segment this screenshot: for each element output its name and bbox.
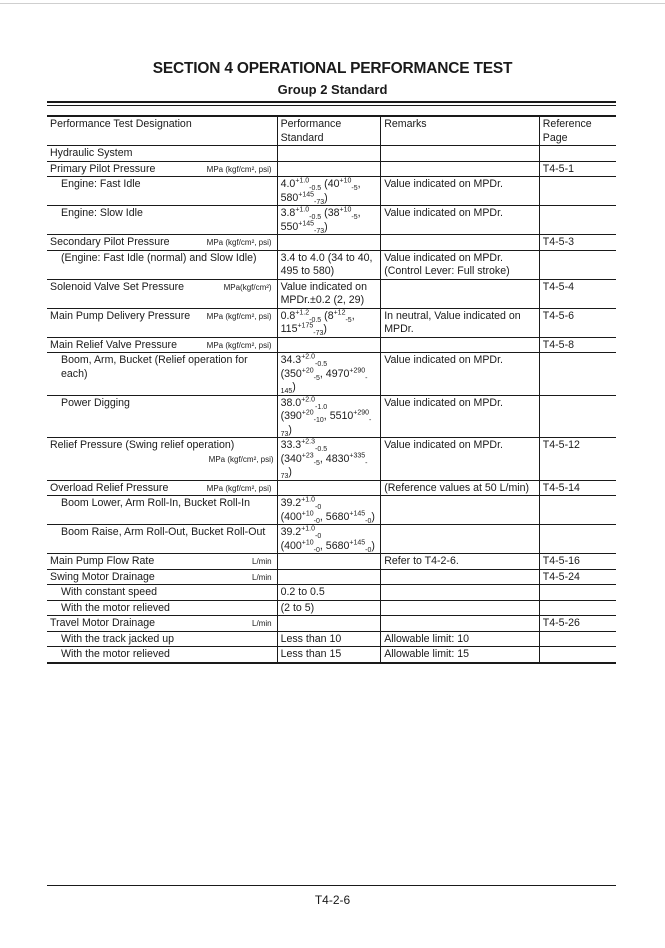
standard-cell: $34.3^{+2.0}_{-0.5}$ ($350^{+20}_{-5}$, $4970^{+290}_{-145}$) bbox=[277, 353, 381, 396]
table-row bbox=[47, 496, 616, 525]
value: 38 bbox=[327, 207, 340, 219]
remarks-cell bbox=[381, 525, 540, 554]
unit-label: MPa (kgf/cm², psi) bbox=[206, 311, 272, 321]
designation bbox=[61, 633, 274, 647]
value: 39.2 bbox=[280, 497, 302, 509]
lower-tolerance: -0.5 bbox=[315, 361, 328, 369]
table-row bbox=[47, 206, 616, 235]
designation bbox=[50, 163, 274, 177]
lower-tolerance: -5 bbox=[313, 459, 320, 467]
footer-rule bbox=[47, 885, 616, 886]
lower-tolerance: -5 bbox=[313, 374, 320, 382]
lower-tolerance: -0.5 bbox=[309, 185, 322, 193]
unit-label: MPa (kgf/cm², psi) bbox=[206, 238, 272, 247]
lower-tolerance: -0 bbox=[313, 517, 320, 525]
designation bbox=[61, 526, 274, 540]
value: 390 bbox=[284, 410, 302, 422]
value: 400 bbox=[284, 539, 302, 552]
reference-page-cell bbox=[539, 647, 616, 663]
upper-tolerance: +1.0 bbox=[301, 525, 316, 533]
reference-page-cell: T4-5-4 bbox=[539, 279, 616, 308]
lower-tolerance: -0.5 bbox=[309, 316, 322, 324]
upper-tolerance: +145 bbox=[349, 509, 366, 517]
remarks-cell bbox=[381, 616, 540, 632]
designation-text: With constant speed bbox=[61, 586, 157, 598]
value: 5510 bbox=[329, 410, 354, 422]
reference-page-cell: T4-5-8 bbox=[539, 337, 616, 353]
designation-cell bbox=[47, 353, 277, 396]
upper-tolerance: +2.3 bbox=[301, 438, 316, 446]
standard-cell: Less than 15 bbox=[277, 647, 381, 663]
upper-tolerance: +290 bbox=[353, 409, 370, 417]
upper-tolerance: +145 bbox=[298, 219, 315, 227]
designation-cell bbox=[47, 554, 277, 570]
reference-page-cell bbox=[539, 631, 616, 647]
designation bbox=[50, 147, 274, 161]
designation-text: Swing Motor Drainage bbox=[50, 570, 155, 583]
table-row bbox=[47, 161, 616, 177]
table-row bbox=[47, 235, 616, 251]
designation-cell bbox=[47, 250, 277, 279]
value: 4.0 bbox=[280, 178, 296, 190]
standard-cell bbox=[277, 480, 381, 496]
upper-tolerance: +10 bbox=[339, 206, 352, 214]
designation bbox=[61, 497, 274, 511]
lower-tolerance: -0.5 bbox=[309, 214, 322, 222]
designation-text: Overload Relief Pressure bbox=[50, 481, 169, 494]
table-row bbox=[47, 337, 616, 353]
reference-page-cell bbox=[539, 206, 616, 235]
designation-cell bbox=[47, 235, 277, 251]
upper-tolerance: +145 bbox=[298, 190, 315, 198]
upper-tolerance: +1.0 bbox=[295, 177, 310, 185]
designation bbox=[61, 252, 274, 266]
lower-tolerance: -5 bbox=[345, 316, 352, 324]
designation-cell bbox=[47, 631, 277, 647]
section-title: SECTION 4 OPERATIONAL PERFORMANCE TEST bbox=[152, 60, 513, 77]
standard-cell: $33.3^{+2.3}_{-0.5}$ ($340^{+23}_{-5}$, $4830^{+335}_{-73}$) bbox=[277, 438, 381, 481]
lower-tolerance: -73 bbox=[314, 227, 325, 235]
designation bbox=[50, 236, 274, 250]
designation bbox=[61, 207, 274, 221]
remarks-cell: Value indicated on MPDr. bbox=[381, 438, 540, 481]
value: 350 bbox=[284, 367, 302, 380]
standard-cell: $3.8^{+1.0}_{-0.5}$ ($38^{+10}_{-5}$, $550^{+145}_{-73}$) bbox=[277, 206, 381, 235]
standard-cell bbox=[277, 569, 381, 585]
standard-cell bbox=[277, 337, 381, 353]
top-border-line bbox=[0, 3, 665, 4]
lower-tolerance: -1.0 bbox=[315, 403, 328, 411]
table-body bbox=[47, 116, 616, 663]
designation-cell bbox=[47, 569, 277, 585]
designation-cell bbox=[47, 647, 277, 663]
value: 550 bbox=[280, 220, 299, 233]
designation bbox=[50, 571, 274, 585]
remarks-cell bbox=[381, 337, 540, 353]
standard-cell: 3.4 to 4.0 (34 to 40, 495 to 580) bbox=[277, 250, 381, 279]
designation-text: (Engine: Fast Idle (normal) and Slow Idle) bbox=[61, 251, 257, 264]
standard-cell bbox=[277, 235, 381, 251]
value: 3.8 bbox=[280, 207, 296, 219]
designation-cell bbox=[47, 525, 277, 554]
table-row bbox=[47, 438, 616, 481]
designation bbox=[61, 397, 274, 411]
designation-text: Solenoid Valve Set Pressure bbox=[50, 280, 185, 293]
standard-cell: $39.2^{+1.0}_{-0}$ ($400^{+10}_{-0}$, $5680^{+145}_{-0}$) bbox=[277, 496, 381, 525]
designation bbox=[61, 648, 274, 662]
designation-cell bbox=[47, 161, 277, 177]
table-header-row bbox=[47, 116, 616, 146]
value: 8 bbox=[327, 309, 334, 322]
column-header-standard: Performance Standard bbox=[277, 116, 381, 146]
unit-label: MPa (kgf/cm², psi) bbox=[206, 483, 272, 493]
standard-cell bbox=[277, 554, 381, 570]
designation-text: Main Pump Delivery Pressure bbox=[50, 309, 191, 322]
table-row bbox=[47, 146, 616, 162]
designation-cell bbox=[47, 496, 277, 525]
standard-cell: Less than 10 bbox=[277, 631, 381, 647]
column-header-designation: Performance Test Designation bbox=[47, 116, 277, 146]
designation bbox=[50, 310, 274, 324]
designation-text: Secondary Pilot Pressure bbox=[50, 236, 170, 248]
unit-label: L/min bbox=[252, 557, 272, 566]
table-row bbox=[47, 177, 616, 206]
upper-tolerance: +1.2 bbox=[295, 308, 310, 316]
reference-page-cell bbox=[539, 250, 616, 279]
upper-tolerance: +175 bbox=[297, 322, 314, 330]
lower-tolerance: -0 bbox=[365, 517, 372, 525]
designation-text: Boom Lower, Arm Roll-In, Bucket Roll-In bbox=[61, 497, 250, 509]
remarks-cell bbox=[381, 496, 540, 525]
upper-tolerance: +290 bbox=[349, 366, 366, 374]
designation-cell bbox=[47, 438, 277, 481]
remarks-cell: Value indicated on MPDr. bbox=[381, 177, 540, 206]
reference-page-cell bbox=[539, 496, 616, 525]
standard-cell: 0.2 to 0.5 bbox=[277, 585, 381, 601]
designation bbox=[61, 178, 274, 192]
value: 39.2 bbox=[280, 526, 302, 538]
reference-page-cell: T4-5-16 bbox=[539, 554, 616, 570]
table-row bbox=[47, 647, 616, 663]
upper-tolerance: +10 bbox=[339, 177, 352, 185]
table-row bbox=[47, 308, 616, 337]
column-header-reference: Reference Page bbox=[539, 116, 616, 146]
reference-page-cell: T4-5-3 bbox=[539, 235, 616, 251]
lower-tolerance: -73 bbox=[314, 198, 325, 206]
upper-tolerance: +20 bbox=[301, 409, 314, 417]
remarks-cell: Value indicated on MPDr. (Control Lever: Full stroke) bbox=[381, 250, 540, 279]
standard-cell: (2 to 5) bbox=[277, 600, 381, 616]
designation-cell bbox=[47, 146, 277, 162]
designation-cell bbox=[47, 395, 277, 438]
lower-tolerance: -0.5 bbox=[315, 446, 328, 454]
lower-tolerance: -10 bbox=[313, 417, 324, 425]
designation bbox=[50, 617, 274, 631]
designation-text: Main Pump Flow Rate bbox=[50, 555, 155, 567]
designation-cell bbox=[47, 308, 277, 337]
standard-cell bbox=[277, 161, 381, 177]
table-row bbox=[47, 554, 616, 570]
value: 40 bbox=[327, 178, 340, 190]
lower-tolerance: -5 bbox=[351, 185, 358, 193]
designation-cell bbox=[47, 480, 277, 496]
unit-label: MPa (kgf/cm², psi) bbox=[206, 164, 272, 174]
remarks-cell bbox=[381, 235, 540, 251]
designation-text: Travel Motor Drainage bbox=[50, 617, 155, 629]
table-row bbox=[47, 600, 616, 616]
table-row bbox=[47, 585, 616, 601]
designation-text: Engine: Fast Idle bbox=[61, 178, 141, 190]
table-row bbox=[47, 353, 616, 396]
remarks-cell: Allowable limit: 15 bbox=[381, 647, 540, 663]
designation bbox=[50, 339, 274, 353]
designation bbox=[61, 586, 274, 600]
remarks-cell: In neutral, Value indicated on MPDr. bbox=[381, 308, 540, 337]
upper-tolerance: +10 bbox=[301, 509, 314, 517]
upper-tolerance: +10 bbox=[301, 538, 314, 546]
reference-page-cell bbox=[539, 146, 616, 162]
upper-tolerance: +20 bbox=[301, 366, 314, 374]
value: 400 bbox=[284, 510, 302, 523]
remarks-cell bbox=[381, 146, 540, 162]
table-row bbox=[47, 395, 616, 438]
page-number: T4-2-6 bbox=[314, 893, 351, 907]
standard-cell: $0.8^{+1.2}_{-0.5}$ ($8^{+12}_{-5}$, $115^{+175}_{-73}$) bbox=[277, 308, 381, 337]
upper-tolerance: +12 bbox=[333, 308, 346, 316]
remarks-cell bbox=[381, 585, 540, 601]
table-row bbox=[47, 250, 616, 279]
remarks-cell bbox=[381, 161, 540, 177]
designation-text: Primary Pilot Pressure bbox=[50, 162, 156, 175]
value: 38.0 bbox=[280, 396, 302, 409]
designation bbox=[50, 281, 274, 295]
remarks-cell: Value indicated on MPDr. bbox=[381, 353, 540, 396]
performance-standard-table bbox=[47, 115, 616, 664]
group-title: Group 2 Standard bbox=[277, 82, 388, 97]
reference-page-cell bbox=[539, 395, 616, 438]
lower-tolerance: -0 bbox=[365, 546, 372, 554]
table-row bbox=[47, 631, 616, 647]
reference-page-cell bbox=[539, 177, 616, 206]
table-row bbox=[47, 279, 616, 308]
column-header-remarks: Remarks bbox=[381, 116, 540, 146]
lower-tolerance: -73 bbox=[280, 459, 368, 481]
designation bbox=[50, 482, 274, 496]
standard-cell bbox=[277, 616, 381, 632]
reference-page-cell bbox=[539, 353, 616, 396]
designation-cell bbox=[47, 206, 277, 235]
unit-label: L/min bbox=[252, 572, 272, 582]
reference-page-cell: T4-5-6 bbox=[539, 308, 616, 337]
remarks-cell: (Reference values at 50 L/min) bbox=[381, 480, 540, 496]
designation-text: With the motor relieved bbox=[61, 648, 170, 660]
table-row bbox=[47, 480, 616, 496]
reference-page-cell: T4-5-26 bbox=[539, 616, 616, 632]
designation-text: Main Relief Valve Pressure bbox=[50, 338, 177, 351]
remarks-cell: Allowable limit: 10 bbox=[381, 631, 540, 647]
value: 33.3 bbox=[280, 439, 302, 451]
designation-text: With the motor relieved bbox=[61, 601, 170, 614]
value: 580 bbox=[280, 191, 299, 204]
designation-text: Boom Raise, Arm Roll-Out, Bucket Roll-Out bbox=[61, 526, 266, 538]
reference-page-cell: T4-5-14 bbox=[539, 480, 616, 496]
remarks-cell: Value indicated on MPDr. bbox=[381, 395, 540, 438]
value: 5680 bbox=[325, 539, 350, 552]
value: 4830 bbox=[325, 452, 350, 465]
designation-cell bbox=[47, 177, 277, 206]
designation-text: Power Digging bbox=[61, 396, 130, 409]
value: 115 bbox=[280, 323, 298, 335]
reference-page-cell: T4-5-1 bbox=[539, 161, 616, 177]
remarks-cell bbox=[381, 600, 540, 616]
standard-cell bbox=[277, 146, 381, 162]
lower-tolerance: -0 bbox=[313, 546, 320, 554]
designation bbox=[61, 354, 274, 381]
unit-label: MPa (kgf/cm², psi) bbox=[206, 340, 272, 350]
remarks-cell bbox=[381, 279, 540, 308]
remarks-cell bbox=[381, 569, 540, 585]
designation-cell bbox=[47, 616, 277, 632]
upper-tolerance: +335 bbox=[349, 451, 366, 459]
standard-cell: $39.2^{+1.0}_{-0}$ ($400^{+10}_{-0}$, $5680^{+145}_{-0}$) bbox=[277, 525, 381, 554]
lower-tolerance: -0 bbox=[315, 504, 322, 512]
lower-tolerance: -73 bbox=[280, 417, 372, 438]
reference-page-cell: T4-5-12 bbox=[539, 438, 616, 481]
unit-label: L/min bbox=[252, 619, 272, 628]
upper-tolerance: +2.0 bbox=[301, 395, 316, 403]
designation-text: Engine: Slow Idle bbox=[61, 207, 143, 219]
remarks-cell: Refer to T4-2-6. bbox=[381, 554, 540, 570]
lower-tolerance: -73 bbox=[313, 330, 324, 338]
lower-tolerance: -145 bbox=[280, 374, 368, 396]
value: 34.3 bbox=[280, 354, 302, 366]
value: 5680 bbox=[325, 510, 350, 523]
table-row bbox=[47, 525, 616, 554]
unit-label: MPa(kgf/cm²) bbox=[223, 282, 272, 292]
designation-cell bbox=[47, 600, 277, 616]
designation-cell bbox=[47, 279, 277, 308]
reference-page-cell bbox=[539, 600, 616, 616]
designation-text: Relief Pressure (Swing relief operation) bbox=[50, 439, 235, 451]
designation-text: With the track jacked up bbox=[61, 632, 175, 645]
standard-cell: $38.0^{+2.0}_{-1.0}$ ($390^{+20}_{-10}$, $5510^{+290}_{-73}$) bbox=[277, 395, 381, 438]
designation bbox=[61, 602, 274, 616]
upper-tolerance: +1.0 bbox=[301, 496, 316, 504]
reference-page-cell bbox=[539, 585, 616, 601]
upper-tolerance: +2.0 bbox=[301, 353, 316, 361]
designation-text: Boom, Arm, Bucket (Relief operation for each) bbox=[61, 354, 248, 380]
designation bbox=[50, 555, 274, 569]
value: 0.8 bbox=[280, 309, 296, 322]
standard-cell: $4.0^{+1.0}_{-0.5}$ ($40^{+10}_{-5}$, $580^{+145}_{-73}$) bbox=[277, 177, 381, 206]
value: 4970 bbox=[325, 367, 350, 380]
upper-tolerance: +145 bbox=[349, 538, 366, 546]
designation-text: Hydraulic System bbox=[50, 147, 133, 159]
table-row bbox=[47, 569, 616, 585]
remarks-cell: Value indicated on MPDr. bbox=[381, 206, 540, 235]
designation-cell bbox=[47, 337, 277, 353]
designation-cell bbox=[47, 585, 277, 601]
table-row bbox=[47, 616, 616, 632]
upper-tolerance: +23 bbox=[301, 451, 314, 459]
standard-cell: Value indicated on MPDr.±0.2 (2, 29) bbox=[277, 279, 381, 308]
header-double-rule bbox=[47, 101, 616, 106]
lower-tolerance: -5 bbox=[351, 214, 358, 222]
lower-tolerance: -0 bbox=[315, 533, 322, 541]
value: 340 bbox=[284, 452, 302, 465]
unit-label: MPa (kgf/cm², psi) bbox=[208, 454, 274, 464]
upper-tolerance: +1.0 bbox=[295, 206, 310, 214]
reference-page-cell: T4-5-24 bbox=[539, 569, 616, 585]
reference-page-cell bbox=[539, 525, 616, 554]
